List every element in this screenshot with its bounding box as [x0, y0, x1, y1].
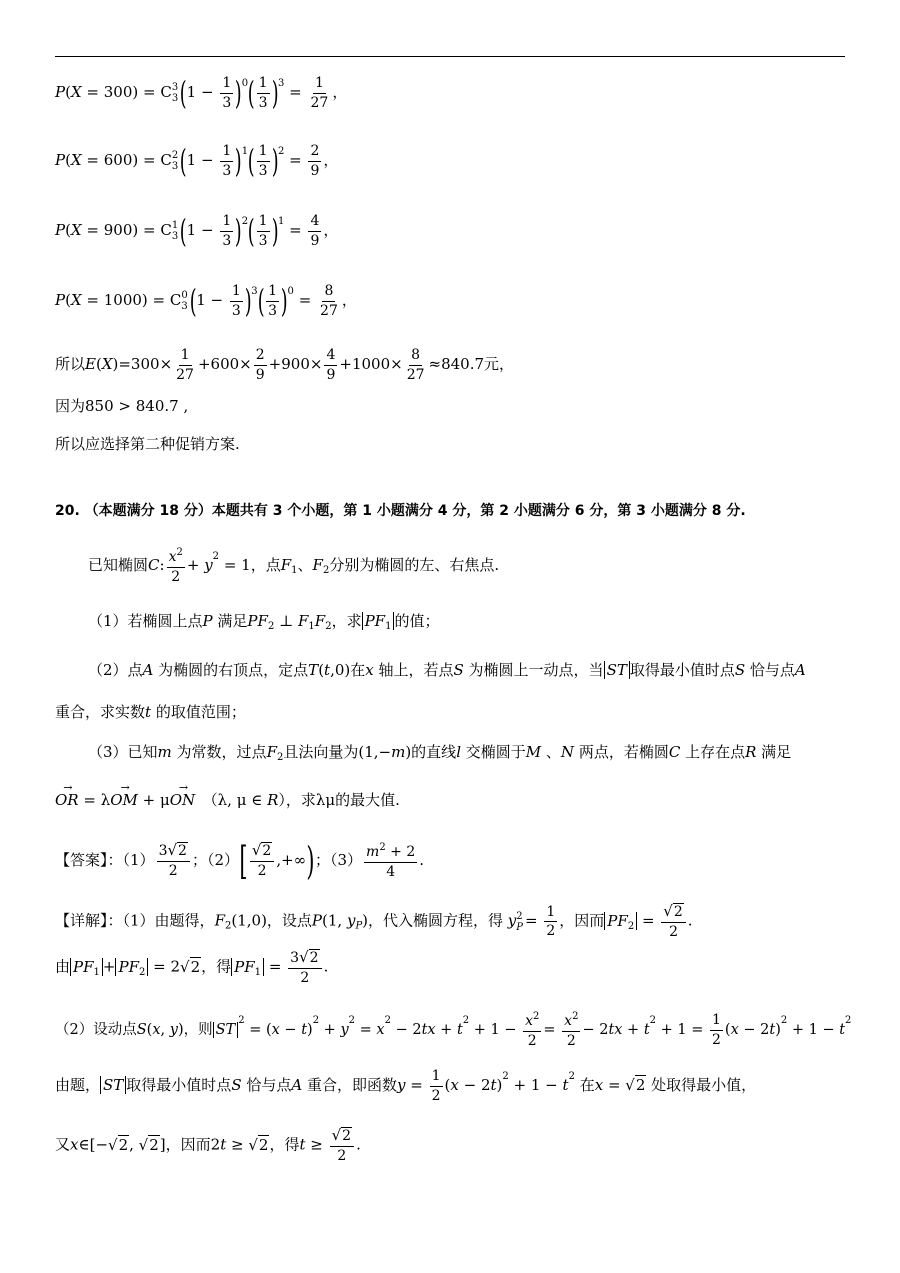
question-2-line-2: 重合，求实数t 的取值范围；	[55, 703, 246, 721]
prob-600-line: P(X = 600) = C 2 3 (1 − $\frac{1}{3}$ )$^1$( $\frac{1}{3}$ )$^2$ = $\frac{2}{9}$ ，	[55, 142, 339, 181]
detail-line-1: 【详解】：（1）由题得，$F_2(1,0)$，设点P(1, $y_P$)，代入椭圆方程，得 y 2 P = $\frac{1}{2}$ ，因而 $PF_2$ = $\frac{√2}{2}$ .	[55, 902, 693, 940]
question-3-line-2: → OR = λ→ OM + μ→ ON （λ, μ ∈ R），求λμ的最大值.	[55, 793, 400, 808]
compare-line: 因为850 > 840.7 ,	[55, 397, 189, 415]
detail-line-3: （2）设动点S(x, y)，则 $ST^2 = (x - t)^2 + y^2 = x^2 - 2tx + t^2 + 1$ − $\frac{x^2}{2}$ = $\frac{x^2}{2}$ − $2tx + t^2 + 1$ = $\frac{1}{2}$ $(x - 2t)^2 + 1 - t^2$	[55, 1011, 852, 1049]
question-1: （1）若椭圆上点P 满足$PF_2$ ⊥ $F_1F_2$，求 $PF_1$ 的值；	[88, 612, 440, 632]
header-rule	[55, 56, 845, 57]
question-3-line-1: （3）已知m 为常数，过点$F_2$且法向量为(1,−m)的直线l 交椭圆于M 、N 两点，若椭圆C 上存在点R 满足	[88, 743, 792, 763]
conclusion-line: 所以应选择第二种促销方案.	[55, 435, 240, 453]
problem-given: 已知椭圆C: $\frac{x^2}{2}$ + $y^2 = 1$，点$F_1$、$F_2$分别为椭圆的左、右焦点.	[88, 547, 500, 585]
detail-line-2: 由 $PF_1 + PF_2 = 2√2$，得 $PF_1$ = $\frac{3√2}{2}$ .	[55, 948, 329, 986]
answer-label: 【答案】：	[55, 851, 123, 869]
detail-line-5: 又x∈[−√2, √2]，因而2t ≥ √2，得t ≥ $\frac{√2}{2}$ .	[55, 1126, 361, 1164]
answer-line: 【答案】：（1） $\frac{3√2}{2}$ ；（2）[ $\frac{√2}{2}$ ,+∞)；（3） $\frac{m^2 + 2}{4}$ .	[55, 839, 425, 883]
prob-900-line: P(X = 900) = C 1 3 (1 − $\frac{1}{3}$ )$^2$( $\frac{1}{3}$ )$^1$ = $\frac{4}{9}$ ，	[55, 212, 339, 251]
problem-20-header: 20. （本题满分 18 分）本题共有 3 个小题，第 1 小题满分 4 分，第 2 小题满分 6 分，第 3 小题满分 8 分.	[55, 503, 746, 519]
detail-label: 【详解】：	[55, 911, 123, 930]
expectation-line: 所以E(X)=300× $\frac{1}{27}$ +600× $\frac{2}{9}$ +900× $\frac{4}{9}$ +1000× $\frac{8}{27}$ ≈840.7元，	[55, 347, 515, 383]
prob-1000-line: P(X = 1000) = C 0 3 (1 − $\frac{1}{3}$ )$^3$( $\frac{1}{3}$ )$^0$ = $\frac{8}{27}$ ，	[55, 282, 357, 321]
question-2-line-1: （2）点A 为椭圆的右顶点，定点T(t,0)在x 轴上，若点S 为椭圆上一动点，当 ST 取得最小值时点S 恰与点A	[88, 661, 806, 679]
prob-300-line: P(X = 300) = C 3 3 (1 − $\frac{1}{3}$ )$^0$( $\frac{1}{3}$ )$^3$ = $\frac{1}{27}$ ，	[55, 74, 348, 113]
detail-line-4: 由题， ST 取得最小值时点S 恰与点A 重合，即函数y = $\frac{1}{2}$ $(x - 2t)^2 + 1 - t^2$ 在x = √2 处取得最小值，	[55, 1068, 757, 1104]
